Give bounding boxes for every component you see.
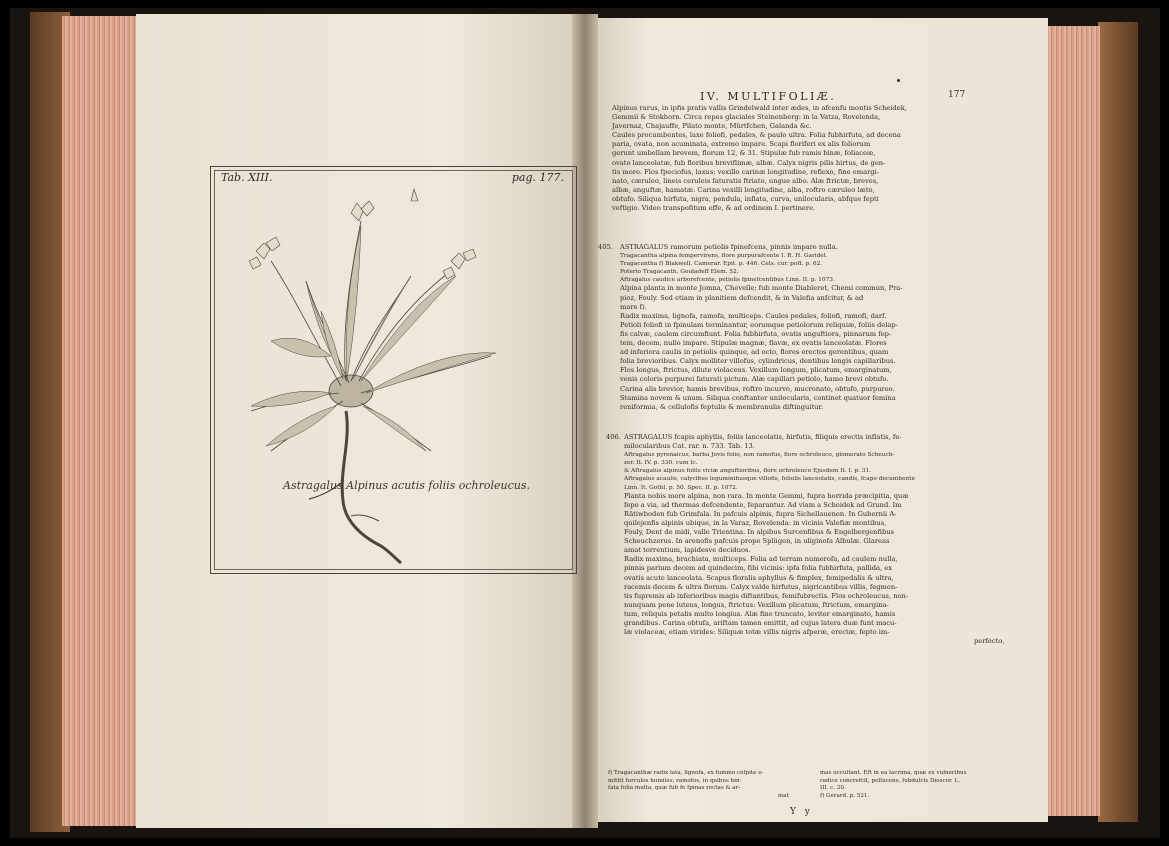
footnote-line: mas occultant. Eft in ea lacrima, quæ ex vulneribus	[820, 770, 967, 776]
text-line: albæ, anguftæ, hamatæ. Carina vexilli longitudine, alba, roftro cæruleo læto,	[612, 185, 875, 194]
text-line: venis coloris purpurei faturati pictum. Alæ capillari petiolo, hamo brevi obtufo.	[620, 375, 889, 384]
text-line: Radix maxima, brachiata, multiceps. Folia ad terram numerofa, ad caulem nulla,	[624, 555, 898, 564]
footnote-line: fata folia multa, quæ fub fe fpinas rectas & ar-	[608, 785, 741, 791]
synonym-line: Linn. It. Gothl. p. 50. Spec. II. p. 1072.	[624, 484, 738, 491]
text-line: racemis decem & ultra florum. Calyx valde hirfutus, nigricantibus villis, fegmen-	[624, 582, 898, 591]
synonym-line: zer. It. IV. p. 330. cum Ic.	[624, 460, 698, 467]
synonym-line: Poterio Tragacanth. Gouladeff Elem. 52.	[620, 269, 739, 276]
text-line: Stamina novem & unum. Siliqua conftanter unilocularis, continet quatuor femina	[620, 393, 896, 402]
text-line: obtufo. Siliqua hirfuta, nigra, pendula, inflata, curva, unilocularis, abfque fepti	[612, 194, 879, 203]
footnote-line: mittit furculos humiles, ramofos, in quibus bin-	[608, 777, 742, 784]
plate-caption: Astragalus Alpinus acutis foliis ochroleucus.	[283, 479, 531, 492]
synonym-line: Aftragalus acaulis, calycibus leguminibusque villofis, foliolis lanceolatis, candis, fcapo decumbente	[624, 476, 915, 483]
footnote-left	[608, 770, 789, 800]
text-line: ovatis acute lanceolata. Scapus floralis aphyllus & fimplex, femipedalis & ultra,	[624, 573, 894, 582]
text-line: gerunt umbellam brevem, florum 12, & 31. Stipulæ fub ramis binæ, foliaceæ,	[612, 149, 876, 158]
entry-number-406: 406.	[606, 433, 621, 441]
plate-tab-label: Tab. XIII.	[221, 171, 273, 184]
text-line: Javernaz, Chajauffe, Pilato monte, Mürtfchen, Galanda &c.	[612, 122, 812, 131]
text-line: milocularibus Cat. rar. n. 733. Tab. 13.	[624, 442, 755, 451]
right-page-edges	[1044, 26, 1100, 816]
synonym-line: Tragacantha f) Blakwell. Camerar. Epit. p. 446. Cels. cur. poft. p. 62.	[620, 261, 823, 268]
text-line: grandibus. Carina obtufa, ariftam tamen emittit, ad cujus latera duæ funt macu-	[624, 618, 897, 627]
text-line: Petioli foliofi in fpinulam terminantur, eorumque petiolorum reliquiæ, foliis delap-	[620, 320, 898, 329]
text-line: Rätiwboden fub Grimfala. In pafcuis alpinis, fupra Sichellauenen. In Gubernii A-	[624, 509, 897, 518]
synonym-line: & Aftragalus alpinus foliis viciæ anguftioribus, flore ochroleuco Ejusdem It. I. p. 31.	[624, 468, 872, 475]
intro-paragraph	[612, 104, 907, 213]
text-line: Planta nobis mere alpina, non rara. In monte Gemmi, fupra horrida præcipitia, quæ	[624, 491, 909, 500]
text-line: Carina alis brevior, hamis brevibus, roftro incurvo, mucronato, obtufo, purpureo.	[620, 384, 895, 393]
text-line: paria, ovata, non acuminata, extremo impare. Scapi floriferi ex alis foliorum	[612, 140, 871, 149]
running-header: IV. MULTIFOLIÆ.	[700, 90, 837, 103]
footnote-line: mat	[778, 792, 789, 799]
text-line: mare f).	[620, 302, 647, 311]
text-line: ASTRAGALUS fcapis aphyllis, foliis lanceolatis, hirfutis, filiquis erectis inflatis, fe-	[624, 433, 902, 441]
left-page-edges	[62, 16, 138, 826]
text-line: pinnis parium decem ad quindecim, fibi vicinis: ipfa folia fubhirfuta, pallida, ex	[624, 564, 892, 573]
right-cover	[1098, 22, 1138, 822]
text-line: Alpina planta in monte Jomna, Chevelle; fub monte Diableret, Chemi commun, Pra-	[620, 284, 903, 293]
text-line: fis calvæ, caulem circumfiunt. Folia fubhirfuta, ovatis anguftiora, pinnarum fep-	[620, 329, 892, 338]
signature-mark: Y y	[790, 807, 813, 817]
text-line: reniformia, & cellulofis feptulis & membranulis diftinguitur.	[620, 402, 824, 411]
entry-number-405: 405.	[598, 243, 613, 251]
plant-illustration	[211, 181, 576, 573]
text-line: nato, cæruleo, lineis ceruleis faturatis ftriato, ungue albo. Alæ ftrictæ, breves,	[612, 176, 879, 185]
text-line: folia brevioribus. Calyx molliter villofus, cylindricus, dentibus longis capillaribus.	[620, 357, 896, 366]
footnote-line: f) Gerard. p. 521.	[820, 792, 870, 799]
footnote-line: radice concrefcit, pellucens, fubdulcis Dioscor. L.	[820, 777, 961, 784]
footnote-line: f) Tragacanthæ radix lata, lignofa, ex fummo cefpite e-	[608, 770, 764, 776]
page-number: 177	[948, 90, 966, 100]
text-line: læ violaceæ, etiam virides: Siliquæ totæ villis nigris afperæ, erectæ, fepto im-	[624, 628, 890, 637]
text-line: pioz, Fouly. Sed etiam in planitiem defcendit, & in Valefia anfcitur, & ad	[620, 293, 864, 302]
text-line: tis more. Flos fpeciofus, laxus; vexillo carinæ longitudine, reflexo, fine emargi-	[612, 167, 879, 176]
text-line: tem, decem, nullo impare. Stipulæ magnæ, flavæ, ex ovatis lanceolatæ. Flores	[620, 339, 887, 348]
text-line: fepe a via, ad thermas defcendente, feparantur. Ad viam a Scheidek ad Grund. Im	[624, 500, 902, 509]
text-line: ad inferiora caulis in petiolis quinque, ad octo, flores erectos gerentibus, quam	[620, 348, 889, 357]
text-line: Fouly, Dent de midi, valle Trientina. In alpibus Surcenfibus & Engelbergenfibus	[624, 528, 894, 537]
text-line: ovato lanceolatæ, fub floribus breviflimæ, albæ. Calyx nigris pilis hirtus, de gen-	[612, 158, 886, 167]
entry-405	[620, 243, 903, 412]
synonym-line: Aftragalus pyrenaicus, barba Jovis folio, non ramofus, flore ochroleuco, glomerato Scheuch-	[624, 452, 895, 459]
text-line: Scheuchzerus. In arenofis pafcuis prope Splügen, in uliginofa Albulæ. Glareas	[624, 537, 890, 546]
text-line: Gemmii & Stokhorn. Circa repes glaciales Steinenberg: in la Vatza, Rovelenda,	[612, 113, 881, 122]
text-line: quilejenfis alpinis ubique, in la Varaz, Rovelenda: in vicinis Valefiæ montibus,	[624, 518, 887, 527]
text-line: Radix maxima, lignofa, ramofa, multiceps. Caules pedales, foliofi, ramofi, darf.	[620, 311, 887, 320]
text-line: perfecto,	[974, 637, 1005, 646]
text-line: Caules procumbentes, laxe foliofi, pedales, & paulo ultra. Folia fubhirfuta, ad decena	[612, 131, 901, 140]
botanical-plate	[210, 166, 577, 574]
text-line: nunquam pene luteus, longus, ftrictus: Vexillum plicatum, ftrictum, emargina-	[624, 600, 889, 609]
text-line: Alpinus rarus, in ipfis pratis vallis Grindelwald inter ædes, in afcenfu montis Scheidek,	[612, 104, 907, 112]
text-line: tis fupremis ab inferioribus magis diftantibus, femifubrectis. Flos ochroleucus, non-	[624, 591, 909, 600]
plate-page-label: pag. 177.	[511, 171, 564, 184]
text-line: amat torrentium, lapidesve deciduos.	[624, 546, 751, 555]
text-line: tum, reliquis petalis multo longius. Alæ fine truncato, leviter emarginato, hamis	[624, 609, 896, 618]
text-line: veftigio. Video transpofitum effe, & ad ordinem I. pertinere.	[612, 204, 816, 213]
page-mark	[897, 79, 900, 82]
synonym-line: Aftragalus caudice arborefcente, petiolis fpinefcentibus Linn. II. p. 1073.	[620, 277, 835, 284]
synonym-line: Tragacantha alpina fempervirens, flore purpurafcente I. R. H. Garidel.	[620, 253, 828, 260]
entry-406	[624, 433, 1004, 646]
text-line: Flos longus, ftrictus, dilute violaceus. Vexillum longum, plicatum, emarginatum,	[620, 366, 892, 375]
footnote-right	[820, 770, 966, 800]
text-line: ASTRAGALUS ramorum petiolis fpinefcens, pinnis impare nulla.	[620, 243, 838, 251]
footnote-line: III. c. 20.	[820, 785, 846, 791]
